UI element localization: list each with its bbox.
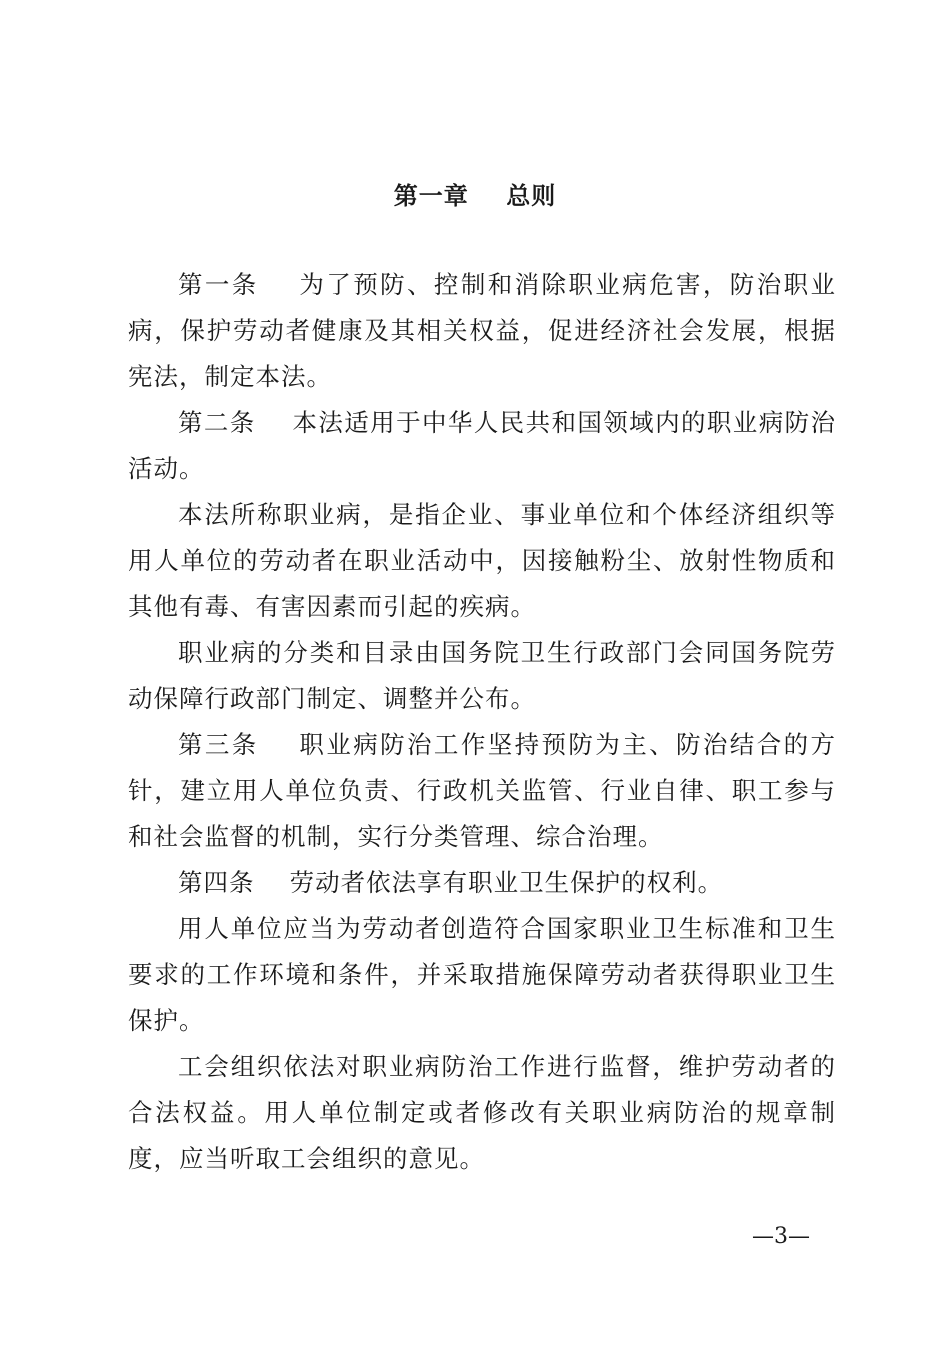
article-1-paragraph: 第一条 为了预防、控制和消除职业病危害，防治职业病，保护劳动者健康及其相关权益，促进经济社会发展，根据宪法，制定本法。: [128, 270, 836, 391]
article-2-definition-paragraph: 本法所称职业病，是指企业、事业单位和个体经济组织等用人单位的劳动者在职业活动中，因接触粉尘、放射性物质和其他有毒、有害因素而引起的疾病。: [128, 500, 836, 621]
article-4-employer-paragraph: 用人单位应当为劳动者创造符合国家职业卫生标准和卫生要求的工作环境和条件，并采取措施保障劳动者获得职业卫生保护。: [128, 914, 836, 1035]
article-4-union-paragraph: 工会组织依法对职业病防治工作进行监督，维护劳动者的合法权益。用人单位制定或者修改有关职业病防治的规章制度，应当听取工会组织的意见。: [128, 1052, 836, 1173]
page-number: —3—: [752, 1224, 810, 1249]
body-text: [128, 262, 836, 1182]
chapter-title: 第一章 总则: [393, 182, 557, 210]
article-2-paragraph: 第二条 本法适用于中华人民共和国领域内的职业病防治活动。: [128, 408, 836, 483]
article-3-paragraph: 第三条 职业病防治工作坚持预防为主、防治结合的方针，建立用人单位负责、行政机关监管、行业自律、职工参与和社会监督的机制，实行分类管理、综合治理。: [128, 730, 836, 851]
article-4-paragraph: 第四条 劳动者依法享有职业卫生保护的权利。: [178, 868, 724, 897]
article-2-catalog-paragraph: 职业病的分类和目录由国务院卫生行政部门会同国务院劳动保障行政部门制定、调整并公布。: [128, 638, 836, 713]
